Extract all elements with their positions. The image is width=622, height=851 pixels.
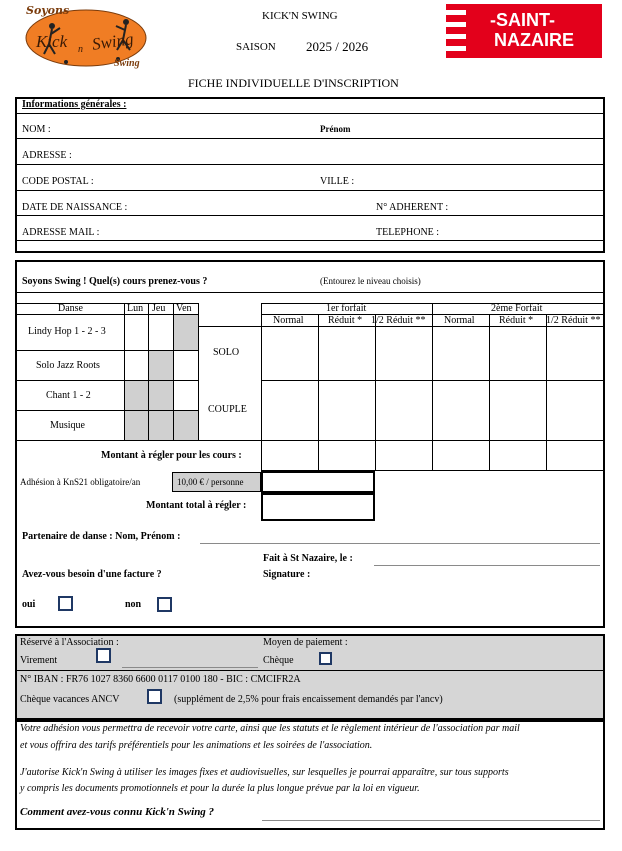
fait-label: Fait à St Nazaire, le : bbox=[263, 553, 353, 564]
logo-main-kick: Kick bbox=[36, 32, 68, 51]
cell-chant-jeu-off bbox=[149, 381, 173, 410]
footer-p2-line2: y compris les documents promotionnels et pour la durée la plus longue prévue par la loi en vigueur. bbox=[20, 783, 420, 794]
city-logo-stripes bbox=[446, 4, 472, 58]
adhesion-price: 10,00 € / personne bbox=[177, 477, 244, 487]
iban-text: N° IBAN : FR76 1027 8360 6600 0117 0100 180 - BIC : CMCIFR2A bbox=[20, 674, 301, 685]
virement-line[interactable] bbox=[122, 667, 258, 668]
col-jeu: Jeu bbox=[152, 303, 166, 314]
logo-main-n: n bbox=[78, 44, 83, 55]
cheque-label: Chèque bbox=[263, 655, 294, 666]
facture-oui-checkbox[interactable] bbox=[58, 596, 73, 611]
club-logo bbox=[22, 4, 150, 70]
f1-reduit: Réduit * bbox=[328, 315, 363, 326]
facture-question: Avez-vous besoin d'une facture ? bbox=[22, 569, 162, 580]
label-naissance: DATE DE NAISSANCE : bbox=[22, 202, 128, 213]
footer-p1-line2: et vous offrira des tarifs préférentiels pour les animations et les soirées de l'association. bbox=[20, 740, 373, 751]
cell-musique-lun-off bbox=[125, 411, 148, 440]
montant-cours-label: Montant à régler pour les cours : bbox=[101, 450, 242, 461]
label-code-postal: CODE POSTAL : bbox=[22, 176, 94, 187]
logo-top-text: Soyons bbox=[26, 4, 70, 17]
label-mail: ADRESSE MAIL : bbox=[22, 227, 100, 238]
reserve-label: Réservé à l'Association : bbox=[20, 637, 119, 648]
partenaire-line[interactable] bbox=[200, 543, 600, 544]
city-logo-line2: NAZAIRE bbox=[494, 30, 574, 50]
non-label: non bbox=[125, 599, 142, 610]
row-solo-jazz[interactable]: Solo Jazz Roots bbox=[36, 360, 100, 371]
cell-musique-ven-off bbox=[174, 411, 198, 440]
col-lun: Lun bbox=[127, 303, 144, 314]
footer-question: Comment avez-vous connu Kick'n Swing ? bbox=[20, 806, 215, 818]
cell-lindy-ven-off bbox=[174, 315, 198, 350]
adhesion-amount-box[interactable] bbox=[261, 471, 375, 493]
f1-demi-reduit: 1/2 Réduit ** bbox=[371, 315, 426, 326]
virement-checkbox[interactable] bbox=[96, 648, 111, 663]
info-heading: Informations générales : bbox=[22, 99, 127, 110]
label-telephone: TELEPHONE : bbox=[376, 227, 440, 238]
moyen-label: Moyen de paiement : bbox=[263, 637, 348, 648]
saison-value: 2025 / 2026 bbox=[306, 39, 369, 54]
ancv-label: Chèque vacances ANCV bbox=[20, 694, 120, 705]
row-chant[interactable]: Chant 1 - 2 bbox=[46, 390, 91, 401]
city-logo-line1: -SAINT- bbox=[490, 10, 555, 30]
label-ville: VILLE : bbox=[320, 176, 355, 187]
footer-p1-line1: Votre adhésion vous permettra de recevoir votre carte, ainsi que les statuts et le règlement intérieur de l'association par mail bbox=[20, 723, 520, 734]
adhesion-label: Adhésion à KnS21 obligatoire/an bbox=[20, 477, 141, 487]
label-prenom: Prénom bbox=[320, 124, 351, 134]
cours-hint: (Entourez le niveau choisis) bbox=[320, 276, 421, 286]
footer-p2-line1: J'autorise Kick'n Swing à utiliser les images fixes et audiovisuelles, sur lesquelles je pourrai apparaître, sur tous supports bbox=[20, 767, 509, 778]
club-name: KICK'N SWING bbox=[262, 10, 338, 22]
logo-bottom-text: Swing bbox=[114, 58, 140, 69]
ancv-note: (supplément de 2,5% pour frais encaissement demandés par l'ancv) bbox=[174, 694, 443, 705]
total-amount-box[interactable] bbox=[261, 493, 375, 521]
cell-chant-lun-off bbox=[125, 381, 148, 410]
label-adherent: N° ADHERENT : bbox=[376, 202, 449, 213]
forfait-1-header: 1er forfait bbox=[326, 303, 367, 314]
saison-label: SAISON bbox=[236, 41, 276, 53]
row-musique[interactable]: Musique bbox=[50, 420, 85, 431]
col-danse: Danse bbox=[58, 303, 83, 314]
row-lindy[interactable]: Lindy Hop 1 - 2 - 3 bbox=[28, 326, 106, 337]
fait-line[interactable] bbox=[374, 565, 600, 566]
f2-normal: Normal bbox=[444, 315, 475, 326]
logo-main-swing: Swing bbox=[90, 29, 135, 54]
col-ven: Ven bbox=[176, 303, 192, 314]
cours-question: Soyons Swing ! Quel(s) cours prenez-vous ? bbox=[22, 276, 208, 287]
label-adresse: ADRESSE : bbox=[22, 150, 72, 161]
signature-label: Signature : bbox=[263, 569, 311, 580]
f2-demi-reduit: 1/2 Réduit ** bbox=[546, 315, 601, 326]
ancv-checkbox[interactable] bbox=[147, 689, 162, 704]
f2-reduit: Réduit * bbox=[499, 315, 534, 326]
page-title: FICHE INDIVIDUELLE D'INSCRIPTION bbox=[188, 76, 399, 90]
label-solo: SOLO bbox=[213, 347, 240, 358]
total-label: Montant total à régler : bbox=[146, 500, 247, 511]
cell-musique-jeu-off bbox=[149, 411, 173, 440]
label-nom: NOM : bbox=[22, 124, 51, 135]
info-section bbox=[15, 97, 605, 253]
cell-solo-jeu-off bbox=[149, 351, 173, 380]
f1-normal: Normal bbox=[273, 315, 304, 326]
forfait-2-header: 2ème Forfait bbox=[491, 303, 543, 314]
virement-label: Virement bbox=[20, 655, 58, 666]
oui-label: oui bbox=[22, 599, 36, 610]
cheque-checkbox[interactable] bbox=[319, 652, 332, 665]
partenaire-label: Partenaire de danse : Nom, Prénom : bbox=[22, 531, 181, 542]
facture-non-checkbox[interactable] bbox=[157, 597, 172, 612]
footer-answer-line[interactable] bbox=[262, 820, 600, 821]
city-logo bbox=[446, 4, 602, 58]
label-couple: COUPLE bbox=[208, 404, 247, 415]
